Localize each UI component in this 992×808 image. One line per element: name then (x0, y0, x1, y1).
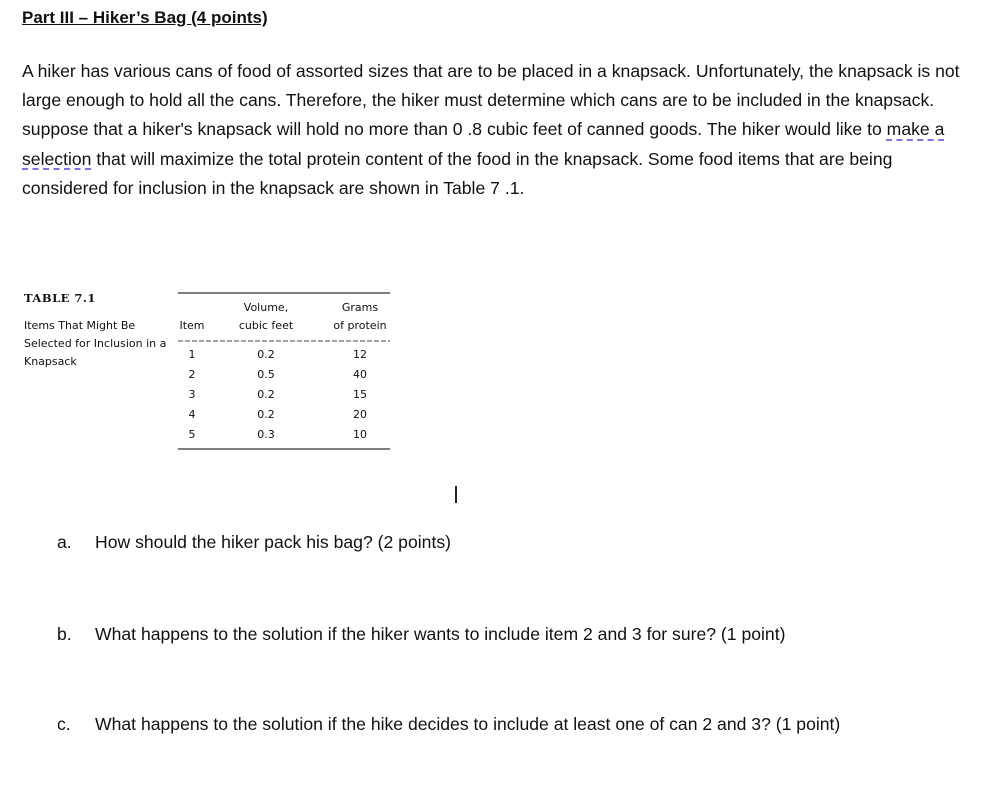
header-item: Item (179, 319, 205, 332)
table-cell-protein: 40 (353, 368, 367, 381)
table-cell-item: 2 (188, 368, 196, 381)
table-cell-volume: 0.2 (257, 348, 275, 361)
table-cell-protein: 10 (353, 428, 367, 441)
question-b-label: b. (57, 624, 72, 644)
header-volume-line2: cubic feet (238, 319, 294, 332)
table-description: Items That Might Be Selected for Inclusion in a Knapsack (24, 319, 167, 368)
table-cell-item: 3 (188, 388, 196, 401)
header-protein-line1: Grams (341, 301, 379, 314)
header-protein-line2: of protein (333, 319, 387, 332)
header-volume-line1: Volume, (243, 301, 289, 314)
question-b (57, 624, 785, 645)
question-c-text: What happens to the solution if the hike decides to include at least one of can 2 and 3? (1 point) (95, 714, 841, 734)
question-c-label: c. (57, 714, 71, 734)
question-a-label: a. (57, 532, 72, 552)
table-cell-item: 1 (188, 348, 196, 361)
table-cell-protein: 15 (353, 388, 367, 401)
question-a-text: How should the hiker pack his bag? (2 points) (95, 532, 451, 552)
table-cell-volume: 0.5 (257, 368, 275, 381)
section-heading: Part III – Hiker’s Bag (4 points) (22, 8, 268, 27)
table-cell-protein: 20 (353, 408, 367, 421)
question-b-text: What happens to the solution if the hiker wants to include item 2 and 3 for sure? (1 point) (95, 624, 786, 644)
table-cell-protein: 12 (353, 348, 367, 361)
table-cell-item: 4 (188, 408, 196, 421)
table-cell-volume: 0.2 (257, 408, 275, 421)
statement-text-start: A hiker has various cans of food of assorted sizes that are to be placed in a knapsack. Unfortunately, the knapsack is not large enough to hold all the cans. Therefore, the hiker must determine which cans are to be included in the knapsack. suppose that a hiker's knapsack will hold no more than 0 .8 cubic feet of canned goods. The hiker would like to (22, 61, 960, 140)
table-rows (189, 348, 368, 441)
table-cell-item: 5 (188, 428, 196, 441)
table-cell-volume: 0.3 (257, 428, 275, 441)
table-cell-volume: 0.2 (257, 388, 275, 401)
table-caption: TABLE 7.1 (24, 291, 96, 305)
question-a (57, 532, 451, 553)
grammar-flagged-phrase[interactable]: make a selection (22, 119, 945, 169)
protein-table (170, 285, 400, 460)
text-cursor (455, 486, 457, 503)
question-c (57, 714, 840, 735)
problem-statement (22, 57, 977, 203)
statement-text-end: that will maximize the total protein content of the food in the knapsack. Some food items that are being considered for inclusion in the knapsack are shown in Table 7 .1. (22, 148, 893, 198)
